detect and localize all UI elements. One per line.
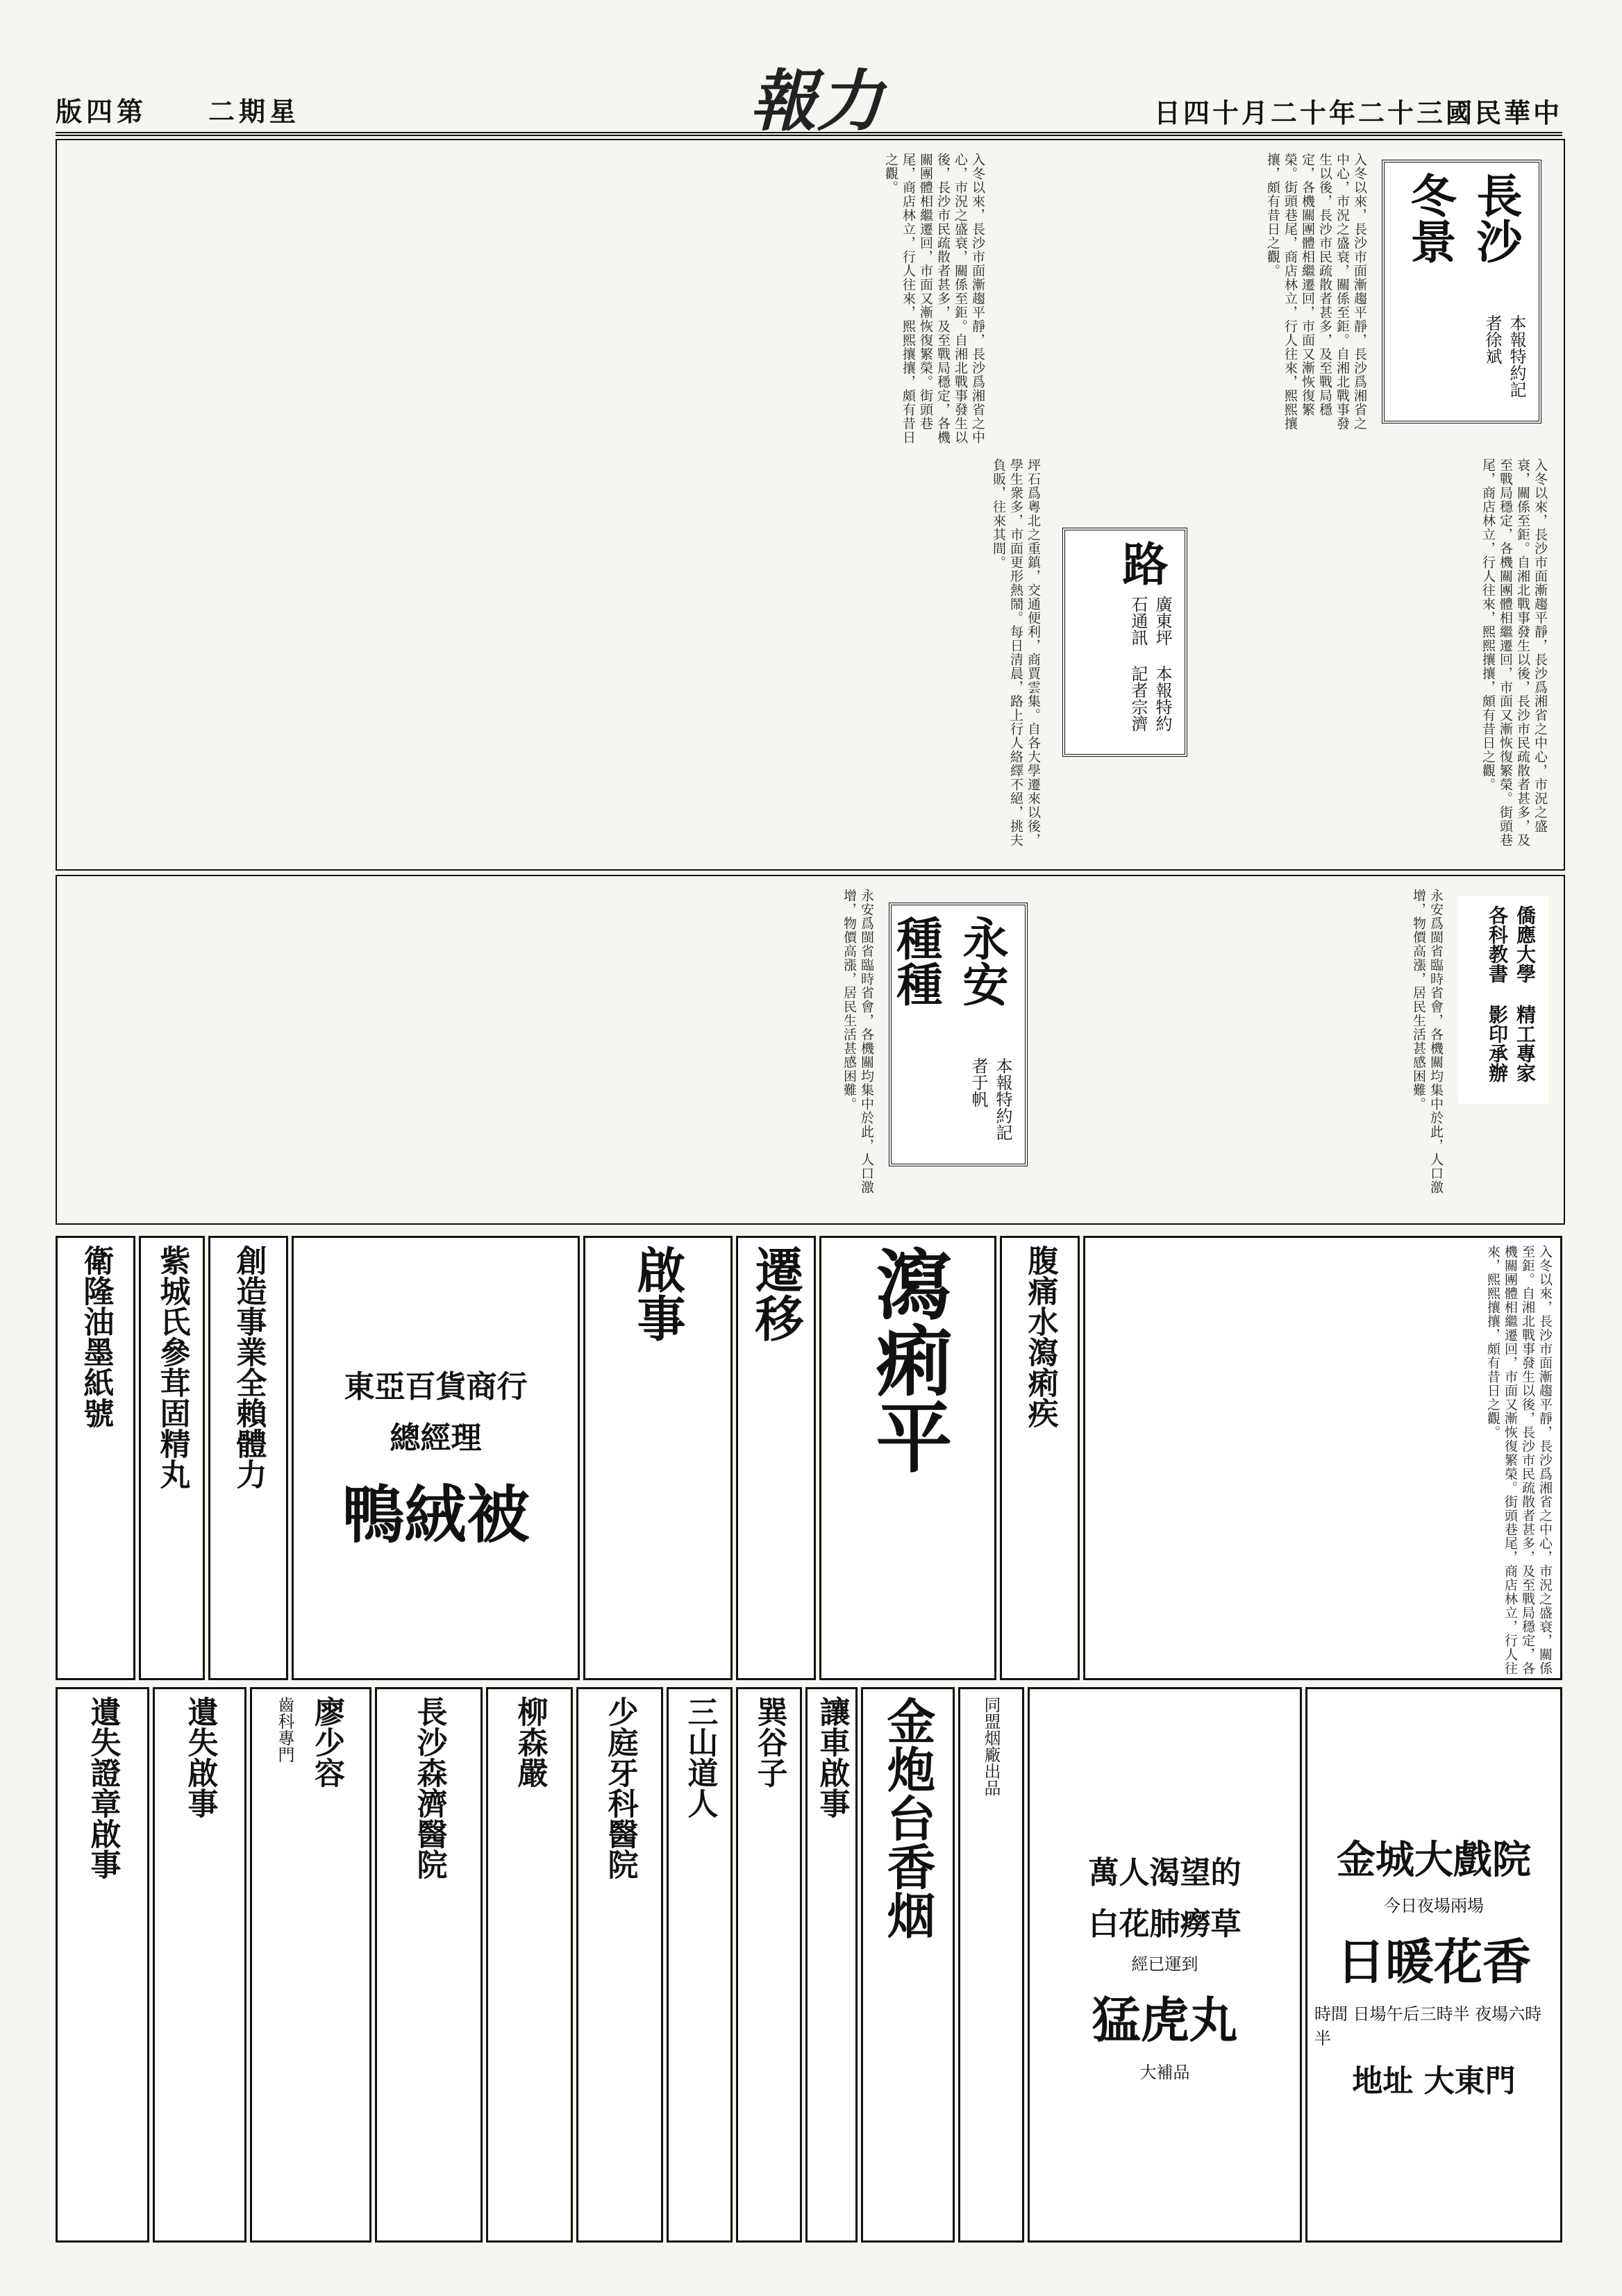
article-title-box <box>1382 160 1541 424</box>
article-text: 坪石爲粵北之重鎮，交通便利，商賈雲集。自各大學遷來以後，學生衆多，市面更形熱鬧。每日清晨，路上行人絡繹不絕，挑夫負販，往來其間。 <box>991 458 1041 847</box>
ad-sencheng <box>375 1687 483 2243</box>
article-title-box <box>889 903 1028 1166</box>
article-title: 長沙冬景 <box>1403 172 1523 264</box>
article-title: 路 <box>1114 540 1169 586</box>
ad-product: 鴨絨被 <box>342 1478 530 1552</box>
ad-lost-main <box>1083 1236 1562 1680</box>
ad-jincheng <box>1305 1687 1562 2243</box>
paper-name: 報力 <box>750 62 883 140</box>
article-text: 入冬以來，長沙市面漸趨平靜，長沙爲湘省之中心，市況之盛衰，關係至鉅。自湘北戰事發生以後，長沙市民疏散者甚多，及至戰局穩定，各機關團體相繼遷回，市面又漸恢復繁榮。街頭巷尾，商店林立，行人往來，熙熙攘攘，頗有昔日之觀。 <box>1265 153 1367 430</box>
ad-note: 經已運到 <box>1131 1954 1198 1974</box>
ad-name: 遷移 <box>747 1245 805 1342</box>
article-title-box <box>1062 528 1187 757</box>
ad-tonglian <box>861 1687 955 2243</box>
article-byline: 本報特約記者于帆 <box>969 1057 1012 1141</box>
ad-maker: 同盟烟廠出品 <box>981 1696 1001 1796</box>
notice-box <box>1458 896 1548 1104</box>
ad-name: 金炮台香烟 <box>879 1696 937 1939</box>
ad-note: 總經理 <box>390 1421 482 1456</box>
ad-name: 讓車啟事 <box>814 1696 850 1818</box>
ad-xieli <box>819 1236 996 1680</box>
ad-dongya <box>292 1236 580 1680</box>
article-text: 入冬以來，長沙市面漸趨平靜，長沙爲湘省之中心，市況之盛衰，關係至鉅。自湘北戰事發生以後，長沙市民疏散者甚多，及至戰局穩定，各機關團體相繼遷回，市面又漸恢復繁榮。街頭巷尾，商店林立，行人往來，熙熙攘攘，頗有昔日之觀。 <box>1480 458 1548 847</box>
ad-name: 巽谷子 <box>751 1696 787 1788</box>
ad-product: 白花肺癆草 <box>1088 1906 1241 1942</box>
ad-dept: 齒科專門 <box>275 1696 294 1763</box>
article-text: 永安爲閩省臨時省會，各機關均集中於此，人口激增，物價高漲，居民生活甚感困難。 <box>842 889 874 1194</box>
article-text-continued: 入冬以來，長沙市面漸趨平靜，長沙爲湘省之中心，市況之盛衰，關係至鉅。自湘北戰事發生以後，長沙市民疏散者甚多，及至戰局穩定，各機關團體相繼遷回，市面又漸恢復繁榮。街頭巷尾，商店林立，行人往來，熙熙攘攘，頗有昔日之觀。 <box>883 153 985 444</box>
ad-name: 長沙森濟醫院 <box>411 1696 447 1879</box>
ad-name: 廖少容 <box>309 1696 344 1788</box>
ad-qishi <box>583 1236 733 1680</box>
ad-feature: 日暖花香 <box>1337 1933 1531 1991</box>
ad-name: 瀉痢平 <box>863 1245 953 1474</box>
ad-shaoting <box>576 1687 663 2243</box>
ad-line: 今日夜場兩場 <box>1384 1896 1484 1916</box>
ad-name: 衛隆油墨紙號 <box>78 1245 114 1428</box>
article-title: 永安種種 <box>889 915 1009 1007</box>
notice-title: 僑應大學各科教書 <box>1486 905 1537 983</box>
ad-weilong <box>56 1236 135 1680</box>
ad-name: 遺失證章啟事 <box>85 1696 121 1879</box>
issue-date: 日四十月二十年二十三國民華中 <box>1153 97 1562 128</box>
ad-name: 遺失啟事 <box>182 1696 218 1818</box>
ad-zicheng-label <box>208 1236 288 1680</box>
ad-sanshan <box>667 1687 733 2243</box>
ad-sub: 腹痛水瀉痢疾 <box>1022 1245 1058 1428</box>
ad-tonglian-maker <box>958 1687 1024 2243</box>
ad-text: 創造事業全賴體力 <box>231 1245 267 1489</box>
ad-liusen <box>486 1687 573 2243</box>
ad-wanren <box>1028 1687 1302 2243</box>
ad-name: 柳森嚴 <box>512 1696 548 1788</box>
ad-lost2 <box>56 1687 149 2243</box>
ad-name: 金城大戲院 <box>1337 1837 1531 1883</box>
ad-tiger: 猛虎丸 <box>1092 1991 1238 2049</box>
page-label: 版四第 二期星 <box>56 96 301 127</box>
ad-lost1 <box>153 1687 246 2243</box>
ad-xieli-label <box>1000 1236 1080 1680</box>
ad-tiger-sub: 大補品 <box>1139 2062 1190 2082</box>
ad-name: 少庭牙科醫院 <box>602 1696 638 1879</box>
ad-name: 啟事 <box>629 1245 687 1342</box>
ad-rangche <box>805 1687 858 2243</box>
article-subbyline: 本報特約記者宗濟 <box>1128 664 1172 732</box>
article-byline: 本報特約記者徐斌 <box>1482 315 1526 399</box>
article-byline: 廣東坪石通訊 <box>1128 596 1172 646</box>
ad-liao <box>250 1687 371 2243</box>
ad-name: 萬人渴望的 <box>1088 1854 1241 1891</box>
ad-zicheng <box>139 1236 205 1680</box>
notice-text: 精工專家影印承辦 <box>1486 1005 1537 1082</box>
ad-text: 入冬以來，長沙市面漸趨平靜，長沙爲湘省之中心，市況之盛衰，關係至鉅。自湘北戰事發生以後，長沙市民疏散者甚多，及至戰局穩定，各機關團體相繼遷回，市面又漸恢復繁榮。街頭巷尾，商店林立，行人往來，熙熙攘攘，頗有昔日之觀。 <box>1485 1245 1553 1675</box>
masthead <box>56 42 1562 140</box>
ad-yigu <box>736 1687 802 2243</box>
article-text: 永安爲閩省臨時省會，各機關均集中於此，人口激增，物價高漲，居民生活甚感困難。 <box>1411 889 1444 1194</box>
ad-time: 時間 日場午后三時半 夜場六時半 <box>1314 2004 1542 2048</box>
ad-name: 三山道人 <box>682 1696 718 1818</box>
ad-addr: 地址 大東門 <box>1352 2063 1516 2099</box>
ad-name: 東亞百貨商行 <box>344 1369 528 1405</box>
ad-qishi-title <box>736 1236 816 1680</box>
ad-name: 紫城氏參茸固精丸 <box>154 1245 190 1489</box>
